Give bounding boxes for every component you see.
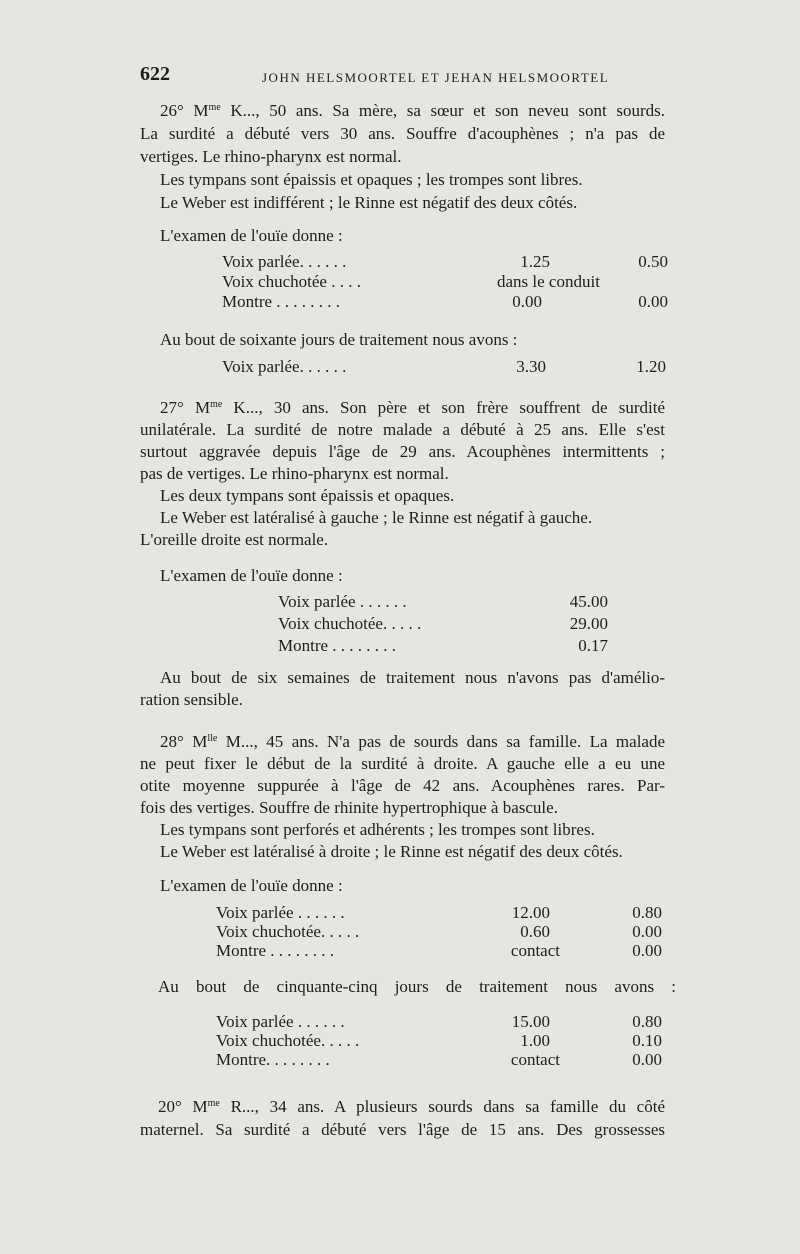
table-value-left-ear: 0.00 — [632, 941, 662, 960]
case-27-line: L'oreille droite est normale. — [140, 530, 329, 549]
table-value-right-ear: 1.00 — [520, 1031, 550, 1050]
table-value-left-ear: 0.00 — [632, 1050, 662, 1069]
table-value-left-ear: 0.80 — [632, 1012, 662, 1031]
table-value-right-ear: contact — [510, 1050, 560, 1069]
case-number: 20° — [158, 1097, 182, 1116]
table-value: 29.00 — [569, 614, 608, 633]
case-27-line: Le Weber est latéralisé à gauche ; le Rinne est négatif à gauche. — [160, 508, 593, 527]
table-value-left-ear: 0.80 — [632, 903, 662, 922]
case-27-line: surtout aggravée depuis l'âge de 29 ans. Acouphènes intermittents ; — [140, 442, 665, 461]
table-value: 45.00 — [569, 592, 608, 611]
table-value: 0.17 — [578, 636, 608, 655]
case-number: 27° — [160, 398, 184, 417]
exam-intro: L'examen de l'ouïe donne : — [160, 566, 343, 585]
title-abbrev: $M^{lle}$ M..., 45 ans. N'a pas de sourds dans sa famille. La malade — [192, 732, 666, 751]
case-28-line: ne peut fixer le début de la surdité à droite. A gauche elle a eu une — [140, 754, 665, 773]
table-value-right-ear: 0.00 — [512, 292, 542, 311]
running-title: JOHN HELSMOORTEL ET JEHAN HELSMOORTEL — [262, 70, 610, 85]
case-28-intro — [160, 732, 665, 752]
case-28-line: otite moyenne suppurée à l'âge de 42 ans. Acouphènes rares. Par- — [140, 776, 665, 795]
exam-intro: L'examen de l'ouïe donne : — [160, 226, 343, 245]
title-abbrev: $M^{me}$ K..., 50 ans. Sa mère, sa sœur et son neveu sont sourds. — [193, 101, 666, 120]
exam-intro: L'examen de l'ouïe donne : — [160, 876, 343, 895]
table-value-left-ear: 1.20 — [636, 357, 666, 376]
table-value-right-ear: 15.00 — [511, 1012, 550, 1031]
table-value-left-ear: 0.50 — [638, 252, 668, 271]
table-label: Montre . . . . . . . . — [222, 292, 341, 311]
page-number: 622 — [140, 63, 170, 85]
case-28-line: Le Weber est latéralisé à droite ; le Rinne est négatif des deux côtés. — [160, 842, 623, 861]
title-abbrev: $M^{me}$ R..., 34 ans. A plusieurs sourds dans sa famille du côté — [192, 1097, 665, 1116]
case-26-line: vertiges. Le rhino-pharynx est normal. — [140, 147, 402, 166]
table-value-left-ear: 0.00 — [638, 292, 668, 311]
case-27-intro — [160, 398, 665, 418]
case-27-line: Les deux tympans sont épaissis et opaques. — [160, 486, 455, 505]
table-label: Voix chuchotée. . . . . — [216, 922, 360, 941]
table-label: Montre . . . . . . . . — [278, 636, 397, 655]
table-value-right-ear: 0.60 — [520, 922, 550, 941]
table-label: Montre. . . . . . . . — [216, 1050, 330, 1069]
table-label: Voix parlée. . . . . . — [222, 252, 347, 271]
after-treatment: Au bout de cinquante-cinq jours de traitement nous avons : — [158, 977, 676, 996]
title-abbrev: $M^{me}$ K..., 30 ans. Son père et son frère souffrent de surdité — [194, 398, 665, 417]
table-label: Voix parlée . . . . . . — [278, 592, 407, 611]
table-value-right-ear: 12.00 — [511, 903, 550, 922]
table-value-left-ear: 0.00 — [632, 922, 662, 941]
case-26-line: Les tympans sont épaissis et opaques ; les trompes sont libres. — [160, 170, 583, 189]
table-label: Voix parlée . . . . . . — [216, 903, 345, 922]
table-label: Voix chuchotée. . . . . — [278, 614, 422, 633]
table-label: Montre . . . . . . . . — [216, 941, 335, 960]
case-28-line: fois des vertiges. Souffre de rhinite hypertrophique à bascule. — [140, 798, 558, 817]
case-number: 28° — [160, 732, 184, 751]
table-value-right-ear: 1.25 — [520, 252, 550, 271]
case-26-line: Le Weber est indifférent ; le Rinne est négatif des deux côtés. — [160, 193, 578, 212]
table-label: Voix chuchotée. . . . . — [216, 1031, 360, 1050]
case-28-line: Les tympans sont perforés et adhérents ; les trompes sont libres. — [160, 820, 595, 839]
table-value-left-ear: 0.10 — [632, 1031, 662, 1050]
table-value-right-ear: contact — [510, 941, 560, 960]
table-label: Voix parlée. . . . . . — [222, 357, 347, 376]
after-treatment: Au bout de soixante jours de traitement nous avons : — [160, 330, 518, 349]
table-label: Voix parlée . . . . . . — [216, 1012, 345, 1031]
table-label: Voix chuchotée . . . . — [222, 272, 361, 291]
case-26-intro — [160, 101, 665, 121]
case-26-line: La surdité a débuté vers 30 ans. Souffre d'acouphènes ; n'a pas de — [140, 124, 665, 143]
table-value-right-ear: 3.30 — [516, 357, 546, 376]
case-29-intro — [158, 1097, 665, 1117]
case-27-line: pas de vertiges. Le rhino-pharynx est normal. — [140, 464, 449, 483]
case-27-line: unilatérale. La surdité de notre malade a débuté à 25 ans. Elle s'est — [140, 420, 665, 439]
table-value-span: dans le conduit — [497, 272, 600, 291]
case-number: 26° — [160, 101, 184, 120]
case-29-line: maternel. Sa surdité a débuté vers l'âge de 15 ans. Des grossesses — [140, 1120, 665, 1139]
after-treatment: Au bout de six semaines de traitement nous n'avons pas d'amélio- — [160, 668, 665, 687]
after-treatment: ration sensible. — [140, 690, 243, 709]
